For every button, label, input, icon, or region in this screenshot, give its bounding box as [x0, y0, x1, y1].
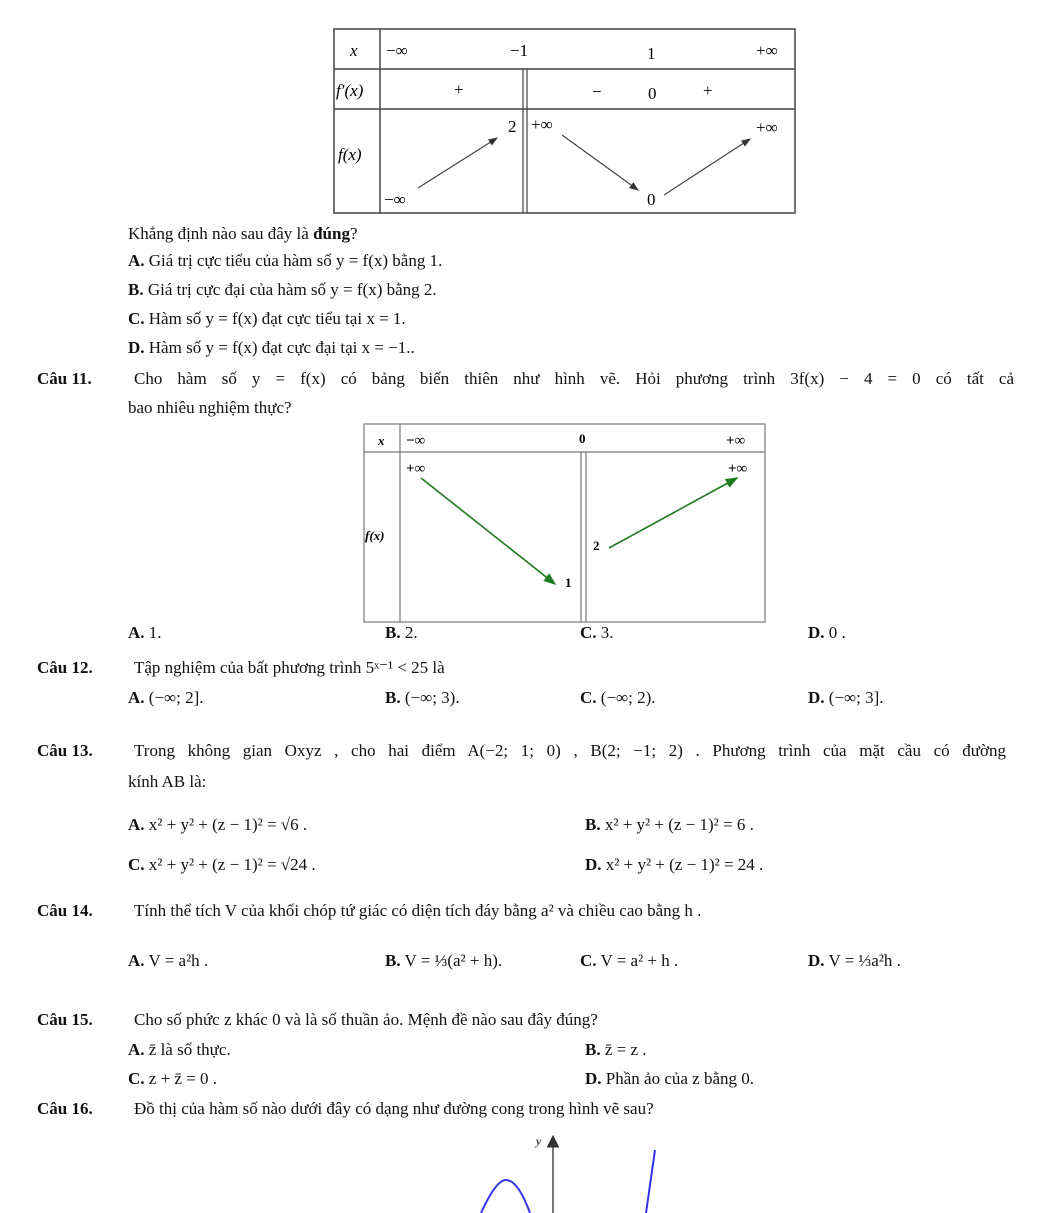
- q10-option-d[interactable]: D. Hàm số y = f(x) đạt cực đại tại x = −1..: [128, 338, 415, 357]
- q13-text: Trong không gian Oxyz , cho hai điểm A(−2; 1; 0) , B(2; −1; 2) . Phương trình của mặt cầu có đường: [134, 741, 1006, 760]
- q13-text-2: kính AB là:: [128, 772, 207, 791]
- svg-text:+∞: +∞: [531, 115, 553, 134]
- svg-text:0: 0: [579, 431, 586, 446]
- q14-option-b[interactable]: B. V = ⅓(a² + h).: [385, 951, 503, 970]
- arrow-down: [421, 478, 555, 584]
- svg-text:+∞: +∞: [756, 118, 778, 137]
- svg-text:0: 0: [647, 190, 656, 209]
- variation-table-1: [0, 0, 1043, 220]
- q16-graph: [0, 1120, 1043, 1213]
- svg-text:f(x): f(x): [365, 528, 385, 543]
- q15-option-d[interactable]: D. Phần ảo của z bằng 0.: [585, 1069, 755, 1088]
- q11-option-b[interactable]: B. 2.: [385, 623, 418, 642]
- q15-option-c[interactable]: C. z + z̄ = 0 .: [128, 1069, 218, 1088]
- q12-text: Tập nghiệm của bất phương trình 5ˣ⁻¹ < 25 là: [134, 658, 445, 677]
- arrow-up: [664, 139, 750, 195]
- q14-text: Tính thể tích V của khối chóp tứ giác có diện tích đáy bằng a² và chiều cao bằng h .: [134, 901, 702, 920]
- q11-label: Câu 11.: [37, 369, 92, 388]
- svg-text:+∞: +∞: [406, 461, 426, 477]
- q15-text: Cho số phức z khác 0 và là số thuần ảo. Mệnh đề nào sau đây đúng?: [134, 1010, 598, 1029]
- svg-text:0: 0: [648, 84, 657, 103]
- q14-option-a[interactable]: A. V = a²h .: [128, 951, 209, 970]
- svg-text:f(x): f(x): [338, 145, 362, 164]
- q13-option-a[interactable]: A. x² + y² + (z − 1)² = √6 .: [128, 815, 308, 834]
- q15-option-b[interactable]: B. z̄ = z .: [585, 1040, 647, 1059]
- svg-text:−∞: −∞: [386, 41, 408, 60]
- svg-text:2: 2: [593, 538, 600, 553]
- svg-text:+∞: +∞: [728, 461, 748, 477]
- svg-text:x: x: [378, 433, 385, 448]
- q12-option-a[interactable]: A. (−∞; 2].: [128, 688, 204, 707]
- q10-option-a[interactable]: A. Giá trị cực tiểu của hàm số y = f(x) bằng 1.: [128, 251, 443, 270]
- q11-text: Cho hàm số y = f(x) có bảng biến thiên như hình vẽ. Hỏi phương trình 3f(x) − 4 = 0 có tất cả: [134, 369, 1014, 388]
- svg-text:−∞: −∞: [384, 190, 406, 209]
- arrow-down: [562, 135, 638, 190]
- q11-option-a[interactable]: A. 1.: [128, 623, 162, 642]
- q10-option-b[interactable]: B. Giá trị cực đại của hàm số y = f(x) bằng 2.: [128, 280, 437, 299]
- q10-prompt: Khẳng định nào sau đây là đúng?: [128, 224, 358, 243]
- q13-option-c[interactable]: C. x² + y² + (z − 1)² = √24 .: [128, 855, 316, 874]
- q14-option-c[interactable]: C. V = a² + h .: [580, 951, 679, 970]
- svg-text:f′(x): f′(x): [336, 81, 364, 100]
- q14-option-d[interactable]: D. V = ⅓a²h .: [808, 951, 901, 970]
- arrow-up: [609, 478, 737, 548]
- svg-text:+: +: [454, 80, 464, 99]
- q13-option-b[interactable]: B. x² + y² + (z − 1)² = 6 .: [585, 815, 754, 834]
- q15-option-a[interactable]: A. z̄ là số thực.: [128, 1040, 231, 1059]
- q11-text-2: bao nhiêu nghiệm thực?: [128, 398, 292, 417]
- q12-label: Câu 12.: [37, 658, 93, 677]
- q12-option-c[interactable]: C. (−∞; 2).: [580, 688, 656, 707]
- curve: [646, 1150, 655, 1213]
- q14-label: Câu 14.: [37, 901, 93, 920]
- q12-option-d[interactable]: D. (−∞; 3].: [808, 688, 884, 707]
- q11-option-d[interactable]: D. 0 .: [808, 623, 846, 642]
- svg-text:−∞: −∞: [406, 433, 426, 449]
- svg-text:−: −: [592, 82, 602, 101]
- arrow-up: [418, 138, 497, 188]
- q16-text: Đồ thị của hàm số nào dưới đây có dạng như đường cong trong hình vẽ sau?: [134, 1099, 654, 1118]
- svg-text:1: 1: [565, 575, 572, 590]
- svg-text:+∞: +∞: [756, 41, 778, 60]
- svg-text:2: 2: [508, 117, 517, 136]
- curve: [481, 1180, 530, 1213]
- svg-text:x: x: [350, 41, 358, 60]
- q10-option-c[interactable]: C. Hàm số y = f(x) đạt cực tiểu tại x = 1.: [128, 309, 406, 328]
- svg-text:+: +: [703, 81, 713, 100]
- svg-text:−1: −1: [510, 41, 529, 60]
- svg-text:y: y: [536, 1134, 542, 1148]
- q13-label: Câu 13.: [37, 741, 93, 760]
- q11-option-c[interactable]: C. 3.: [580, 623, 614, 642]
- svg-text:+∞: +∞: [726, 433, 746, 449]
- svg-text:1: 1: [647, 44, 656, 63]
- q16-label: Câu 16.: [37, 1099, 93, 1118]
- q15-label: Câu 15.: [37, 1010, 93, 1029]
- variation-table-2: [0, 410, 1043, 630]
- q13-option-d[interactable]: D. x² + y² + (z − 1)² = 24 .: [585, 855, 764, 874]
- q12-option-b[interactable]: B. (−∞; 3).: [385, 688, 460, 707]
